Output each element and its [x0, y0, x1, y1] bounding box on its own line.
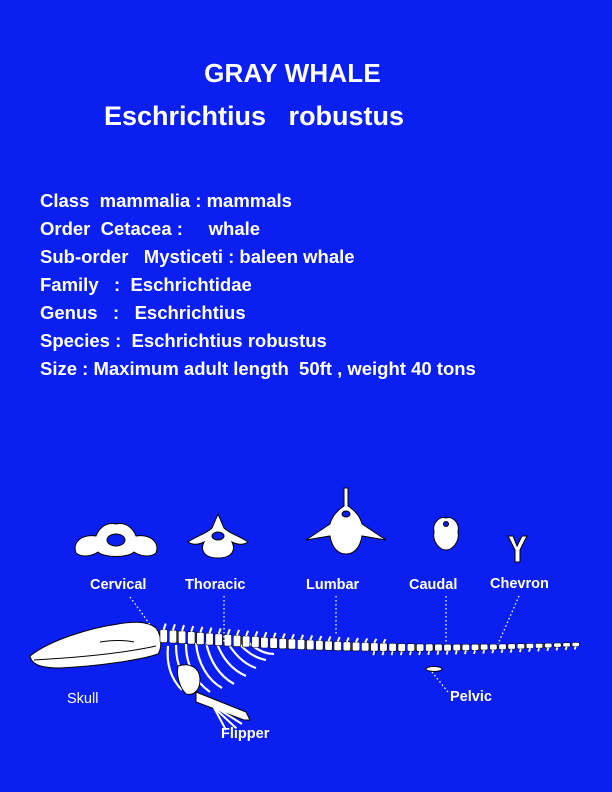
vertebra	[224, 635, 232, 647]
vertebra	[343, 642, 351, 651]
vertebra	[325, 641, 333, 650]
chevron-bone	[474, 650, 475, 654]
thoracic-vertebra-illustration	[188, 514, 248, 558]
vertebra-spinous-process	[274, 633, 276, 638]
vertebra	[233, 635, 241, 646]
vertebra	[526, 644, 534, 649]
chevron-bone	[437, 651, 438, 655]
chevron-bone	[456, 651, 457, 655]
vertebra	[499, 644, 507, 650]
vertebra-spinous-process	[210, 628, 212, 634]
chevron-bone	[575, 647, 576, 650]
vertebra-spinous-process	[384, 639, 386, 643]
vertebra-spinous-process	[347, 638, 349, 642]
label-thoracic: Thoracic	[185, 577, 246, 593]
chevron-bone	[465, 651, 466, 655]
vertebra	[361, 643, 369, 652]
vertebra	[288, 639, 296, 649]
taxonomy-list	[40, 187, 476, 383]
cervical-vertebra-illustration	[75, 524, 157, 557]
vertebra	[554, 643, 562, 647]
vertebra-spinous-process	[338, 637, 340, 641]
taxonomy-class: Class mammalia : mammals	[40, 190, 292, 211]
vertebra	[169, 630, 177, 643]
chevron-bone-illustration	[508, 536, 527, 562]
vertebra	[352, 642, 360, 651]
vertebra	[252, 637, 260, 648]
flipper-illustration	[177, 665, 250, 730]
taxonomy-size: Size : Maximum adult length 50ft , weight 40 tons	[40, 358, 476, 379]
vertebra	[279, 638, 287, 648]
vertebra	[508, 644, 516, 649]
chevron-bone	[492, 650, 493, 653]
vertebra	[389, 643, 397, 651]
chevron-bone	[447, 651, 448, 655]
chevron-bone	[547, 648, 548, 651]
vertebra	[197, 632, 205, 644]
vertebra	[462, 644, 470, 650]
vertebra-spinous-process	[228, 629, 230, 634]
chevron-bone	[373, 651, 374, 655]
skeleton-drawing	[0, 470, 612, 792]
vertebra-spinous-process	[219, 628, 221, 633]
skull-illustration	[30, 622, 161, 668]
label-cervical: Cervical	[90, 577, 147, 593]
chevron-bone	[529, 649, 530, 652]
taxonomy-order: Order Cetacea : whale	[40, 218, 261, 239]
vertebra	[160, 630, 168, 643]
vertebra	[407, 644, 415, 652]
vertebra-spinous-process	[237, 630, 239, 635]
vertebra-spinous-process	[173, 624, 175, 630]
chevron-bone	[483, 650, 484, 654]
vertebra	[517, 644, 525, 649]
chevron-bone	[511, 649, 512, 652]
chevron-bone	[502, 650, 503, 653]
chevron-bone	[566, 647, 567, 650]
vertebra-spinous-process	[374, 639, 376, 643]
vertebra	[297, 640, 305, 650]
taxonomy-suborder: Sub-order Mysticeti : baleen whale	[40, 246, 355, 267]
vertebra	[535, 643, 543, 648]
vertebra-spinous-process	[246, 631, 248, 636]
chevron-bone	[556, 647, 557, 650]
vertebra	[435, 644, 443, 651]
vertebra-spinous-process	[292, 634, 294, 639]
vertebra-spinous-process	[356, 638, 358, 642]
label-flipper: Flipper	[221, 726, 270, 742]
label-caudal: Caudal	[409, 577, 458, 593]
pelvic-bone-illustration	[426, 667, 442, 672]
label-lumbar: Lumbar	[306, 577, 360, 593]
vertebra-spinous-process	[191, 626, 193, 632]
caudal-vertebra-illustration	[434, 518, 459, 550]
vertebra-spinous-process	[310, 635, 312, 640]
vertebra	[380, 643, 388, 651]
chevron-bone	[538, 648, 539, 651]
vertebra	[215, 634, 223, 646]
vertebra	[480, 644, 488, 650]
spine-illustration	[160, 624, 580, 656]
vertebra	[334, 641, 342, 650]
chevron-bone	[401, 651, 402, 655]
taxonomy-family: Family : Eschrichtidae	[40, 274, 252, 295]
vertebra	[563, 643, 571, 647]
label-chevron: Chevron	[490, 576, 549, 592]
vertebra	[178, 631, 186, 644]
vertebra	[316, 641, 324, 651]
vertebra	[261, 637, 269, 648]
chevron-bone	[383, 651, 384, 655]
vertebra-spinous-process	[255, 631, 257, 636]
label-skull: Skull	[67, 691, 99, 707]
page-title: GRAY WHALE	[204, 58, 381, 88]
vertebra-spinous-process	[283, 634, 285, 639]
taxonomy-species: Species : Eschrichtius robustus	[40, 330, 327, 351]
vertebra-spinous-process	[164, 624, 166, 630]
vertebra	[490, 644, 498, 650]
vertebra	[453, 644, 461, 651]
vertebra	[206, 633, 214, 645]
vertebra-spinous-process	[301, 635, 303, 640]
scientific-name: Eschrichtius robustus	[104, 101, 405, 131]
vertebra-spinous-process	[200, 627, 202, 633]
taxonomy-genus: Genus : Eschrichtius	[40, 302, 246, 323]
vertebra-spinous-process	[319, 636, 321, 641]
vertebra-spinous-process	[264, 632, 266, 637]
vertebra	[416, 644, 424, 651]
vertebra	[426, 644, 434, 651]
chevron-bone	[410, 651, 411, 655]
vertebra	[188, 632, 196, 644]
chevron-bone	[419, 651, 420, 655]
vertebra	[545, 643, 553, 648]
chevron-bone	[392, 651, 393, 655]
vertebra-spinous-process	[182, 625, 184, 631]
vertebra	[270, 638, 278, 649]
vertebra	[371, 643, 379, 651]
vertebra-spinous-process	[365, 638, 367, 642]
label-pelvic: Pelvic	[450, 689, 492, 705]
chevron-bone	[428, 651, 429, 655]
vertebra	[242, 636, 250, 647]
vertebra	[471, 644, 479, 650]
vertebra	[307, 640, 315, 650]
chevron-bone	[520, 649, 521, 652]
vertebra	[444, 644, 452, 651]
skeleton-diagram	[0, 470, 612, 792]
vertebra-spinous-process	[329, 637, 331, 641]
vertebra	[572, 643, 580, 647]
vertebra	[398, 644, 406, 652]
lumbar-vertebra-illustration	[306, 488, 386, 554]
